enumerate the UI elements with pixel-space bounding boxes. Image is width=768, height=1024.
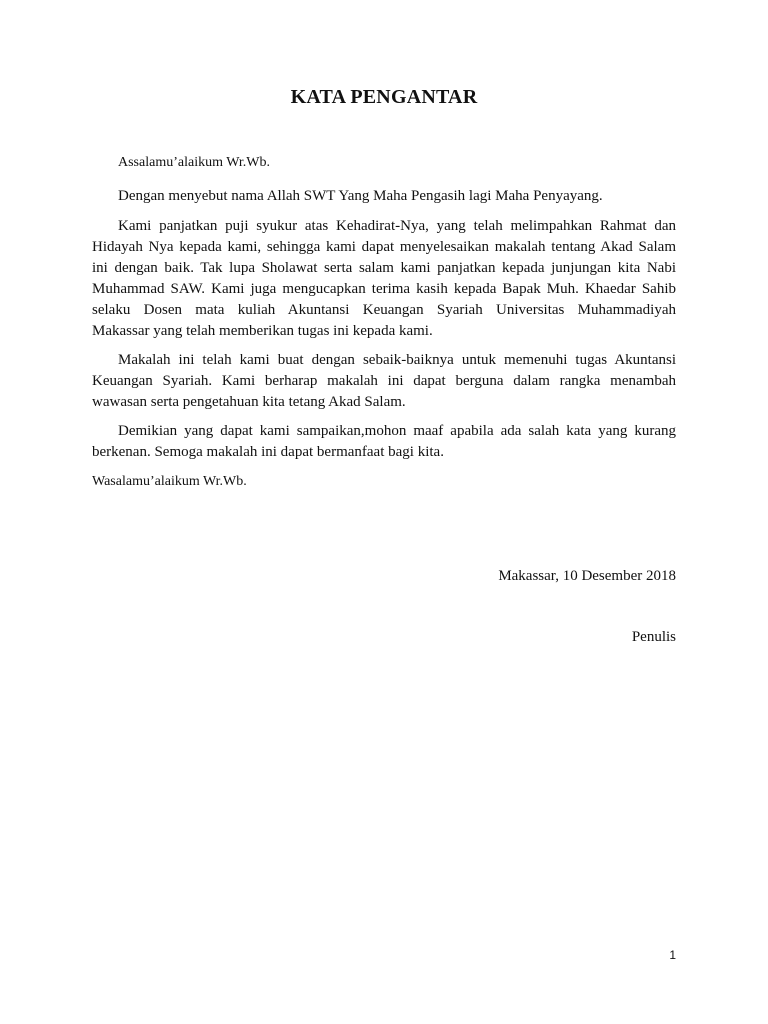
place-date: Makassar, 10 Desember 2018 (498, 568, 676, 584)
closing: Wasalamu’alaikum Wr.Wb. (92, 474, 247, 489)
paragraph-1-line: Hidayah Nya kepada kami, sehingga kami dapat menyelesaikan makalah tentang Akad Salam (92, 239, 676, 255)
greeting: Assalamu’alaikum Wr.Wb. (118, 155, 270, 170)
paragraph-2-line: Keuangan Syariah. Kami berharap makalah ini dapat berguna dalam rangka menambah (92, 373, 676, 389)
paragraph-3-line: berkenan. Semoga makalah ini dapat bermanfaat bagi kita. (92, 444, 444, 460)
paragraph-2-line: wawasan serta pengetahuan kita tetang Akad Salam. (92, 394, 406, 410)
paragraph-1-line: Muhammad SAW. Kami juga mengucapkan terima kasih kepada Bapak Muh. Khaedar Sahib (92, 281, 676, 297)
author: Penulis (631, 629, 676, 645)
paragraph-1-line: Kami panjatkan puji syukur atas Kehadirat-Nya, yang telah melimpahkan Rahmat dan (118, 218, 676, 234)
paragraph-2-line: Makalah ini telah kami buat dengan sebaik-baiknya untuk memenuhi tugas Akuntansi (118, 352, 676, 368)
paragraph-1-line: selaku Dosen mata kuliah Akuntansi Keuangan Syariah Universitas Muhammadiyah (92, 302, 676, 318)
paragraph-3-line: Demikian yang dapat kami sampaikan,mohon maaf apabila ada salah kata yang kurang (118, 423, 676, 439)
page-title: KATA PENGANTAR (290, 86, 478, 108)
page-number: 1 (669, 948, 676, 962)
paragraph-1-line: ini dengan baik. Tak lupa Sholawat serta salam kami panjatkan kepada junjungan kita Nabi (92, 260, 676, 276)
opening-line: Dengan menyebut nama Allah SWT Yang Maha Pengasih lagi Maha Penyayang. (118, 188, 603, 204)
paragraph-1-line: Makassar yang telah memberikan tugas ini kepada kami. (92, 323, 433, 339)
